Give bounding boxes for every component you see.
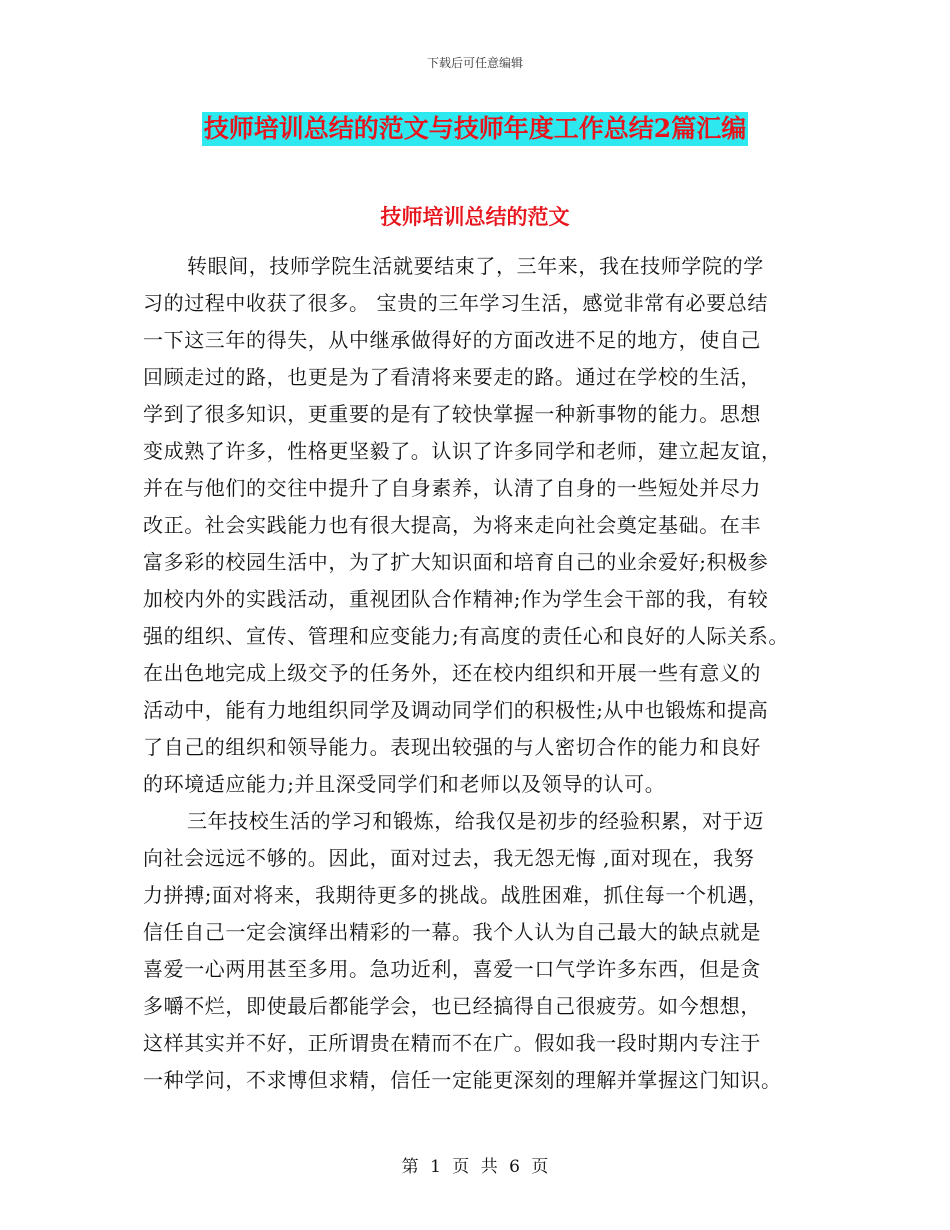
header-note: 下载后可任意编辑	[426, 56, 523, 70]
paragraph-line: 学到了很多知识，更重要的是有了较快掌握一种新事物的能力。思想	[143, 402, 761, 426]
paragraph-line: 的环境适应能力;并且深受同学们和老师以及领导的认可。	[143, 772, 666, 796]
paragraph-line: 多嚼不烂，即使最后都能学会，也已经搞得自己很疲劳。如今想想，	[143, 994, 761, 1018]
paragraph-line: 向社会远远不够的。因此，面对过去，我无怨无悔 ,面对现在，我努	[143, 846, 755, 870]
paragraph-line: 了自己的组织和领导能力。表现出较强的与人密切合作的能力和良好	[143, 735, 761, 759]
paragraph-line: 三年技校生活的学习和锻炼，给我仅是初步的经验积累，对于迈	[187, 809, 764, 833]
paragraph-line: 回顾走过的路，也更是为了看清将来要走的路。通过在学校的生活，	[143, 365, 761, 389]
paragraph-line: 改正。社会实践能力也有很大提高，为将来走向社会奠定基础。在丰	[143, 513, 761, 537]
paragraph-line: 这样其实并不好，正所谓贵在精而不在广。假如我一段时期内专注于	[143, 1031, 761, 1055]
paragraph-line: 强的组织、宣传、管理和应变能力;有高度的责任心和良好的人际关系。	[143, 624, 789, 648]
section-title: 技师培训总结的范文	[380, 204, 570, 229]
body-text	[143, 248, 823, 1099]
paragraph-line: 在出色地完成上级交予的任务外，还在校内组织和开展一些有意义的	[143, 661, 761, 685]
paragraph-line: 加校内外的实践活动，重视团队合作精神;作为学生会干部的我，有较	[143, 587, 769, 611]
paragraph-line: 喜爱一心两用甚至多用。急功近利，喜爱一口气学许多东西，但是贪	[143, 957, 761, 981]
document-title: 技师培训总结的范文与技师年度工作总结2篇汇编	[202, 112, 748, 146]
paragraph-line: 富多彩的校园生活中，为了扩大知识面和培育自己的业余爱好;积极参	[143, 550, 769, 574]
document-title-wrapper	[0, 112, 950, 146]
paragraph-line: 信任自己一定会演绎出精彩的一幕。我个人认为自己最大的缺点就是	[143, 920, 761, 944]
paragraph-line: 力拼搏;面对将来，我期待更多的挑战。战胜困难，抓住每一个机遇，	[143, 883, 769, 907]
paragraph-line: 活动中，能有力地组织同学及调动同学们的积极性;从中也锻炼和提高	[143, 698, 769, 722]
paragraph-line: 并在与他们的交往中提升了自身素养，认清了自身的一些短处并尽力	[143, 476, 761, 500]
paragraph-line: 转眼间，技师学院生活就要结束了，三年来，我在技师学院的学	[187, 254, 764, 278]
paragraph-line: 变成熟了许多，性格更坚毅了。认识了许多同学和老师，建立起友谊，	[143, 439, 782, 463]
paragraph-line: 一种学问，不求博但求精，信任一定能更深刻的理解并掌握这门知识。	[143, 1068, 782, 1092]
paragraph-line: 习的过程中收获了很多。 宝贵的三年学习生活，感觉非常有必要总结	[143, 291, 768, 315]
page-footer: 第 1 页 共 6 页	[401, 1157, 549, 1177]
paragraph-line: 一下这三年的得失，从中继承做得好的方面改进不足的地方，使自己	[143, 328, 761, 352]
